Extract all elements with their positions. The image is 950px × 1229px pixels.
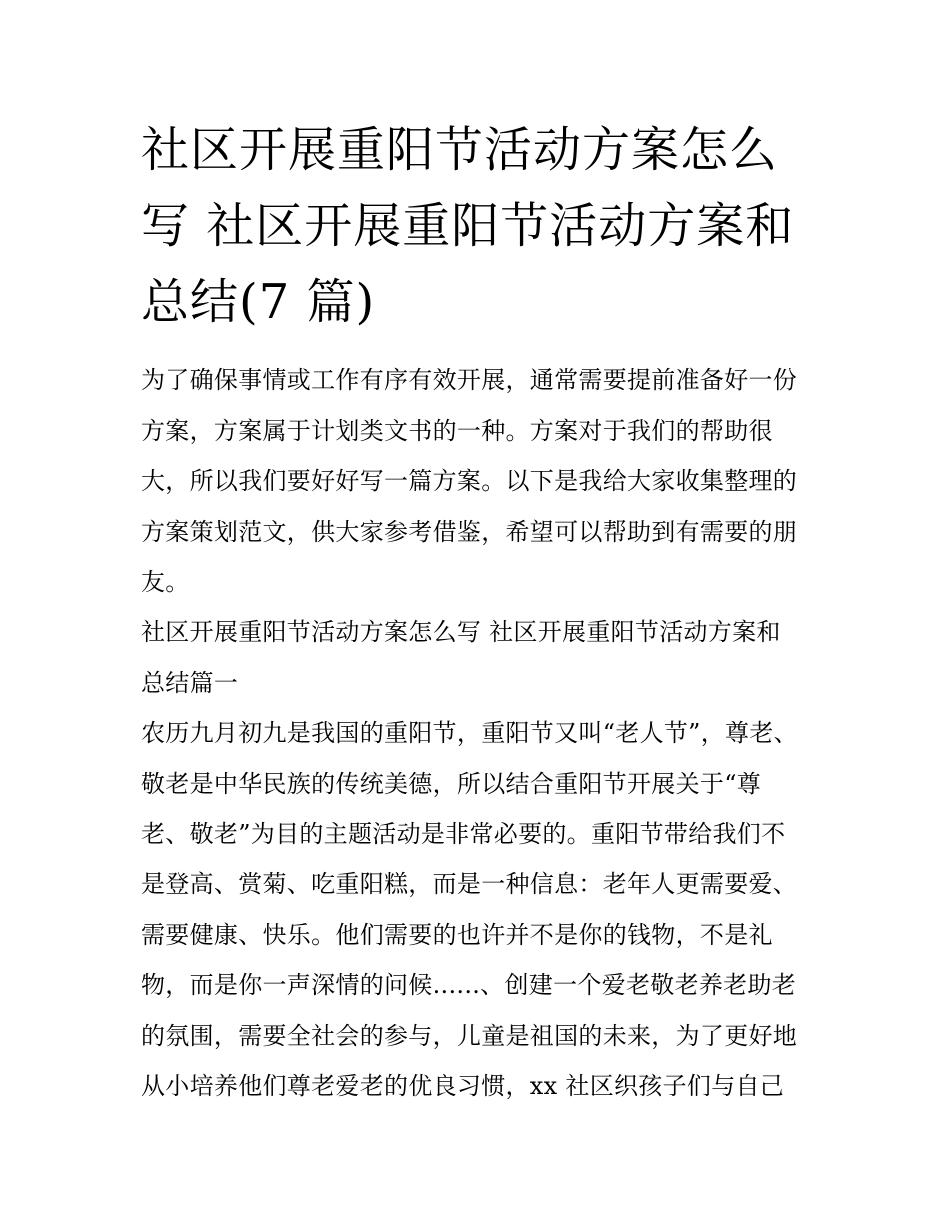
text-line: 为了确保事情或工作有序有效开展，通常需要提前准备好一份	[141, 366, 798, 394]
document-title	[141, 112, 821, 340]
text-line: 大，所以我们要好好写一篇方案。以下是我给大家收集整理的	[141, 467, 798, 495]
text-line: 的氛围，需要全社会的参与，儿童是祖国的未来，为了更好地	[141, 1022, 798, 1050]
text-line: 是登高、赏菊、吃重阳糕，而是一种信息：老年人更需要爱、	[141, 870, 798, 898]
text-line: 敬老是中华民族的传统美德，所以结合重阳节开展关于“尊	[141, 770, 762, 798]
text-line: 社区开展重阳节活动方案怎么写 社区开展重阳节活动方案和	[141, 618, 781, 646]
text-line: 方案，方案属于计划类文书的一种。方案对于我们的帮助很	[141, 417, 773, 445]
text-line: 友。	[141, 568, 190, 596]
text-line: 老、敬老”为目的主题活动是非常必要的。重阳节带给我们不	[141, 820, 786, 848]
title-line: 总结(7 篇)	[141, 274, 376, 330]
text-line: 从小培养他们尊老爱老的优良习惯，xx 社区织孩子们与自己	[141, 1072, 785, 1100]
title-line: 社区开展重阳节活动方案怎么	[141, 122, 779, 178]
title-line: 写 社区开展重阳节活动方案和	[141, 198, 795, 254]
text-line: 方案策划范文，供大家参考借鉴，希望可以帮助到有需要的朋	[141, 518, 798, 546]
text-line: 物，而是你一声深情的问候......、创建一个爱老敬老养老助老	[141, 971, 797, 999]
text-line: 总结篇一	[141, 669, 239, 697]
text-line: 需要健康、快乐。他们需要的也许并不是你的钱物，不是礼	[141, 921, 773, 949]
text-line: 农历九月初九是我国的重阳节，重阳节又叫“老人节”，尊老、	[141, 719, 798, 747]
